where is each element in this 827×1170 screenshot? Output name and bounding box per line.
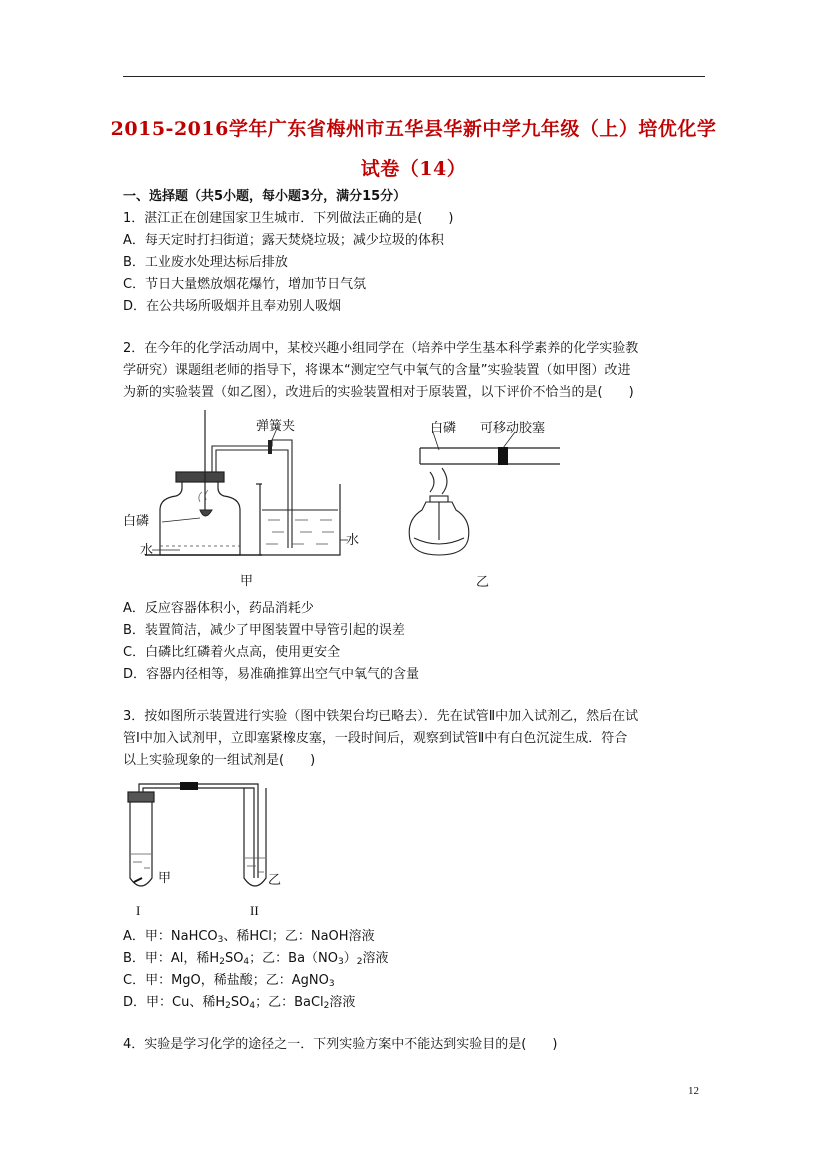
label-yi: 乙 xyxy=(476,575,490,590)
doc-title-line1: 2015-2016学年广东省梅州市五华县华新中学九年级（上）培优化学 xyxy=(110,118,717,140)
q3-option-c: C．甲：MgO，稀盐酸；乙：AgNO$_3$ xyxy=(123,973,335,989)
label-water-right: 水 xyxy=(346,533,360,548)
label-movable-plug: 可移动胶塞 xyxy=(480,421,546,436)
label-water-left: 水 xyxy=(140,543,154,558)
label-q3-yi: 乙 xyxy=(268,873,282,888)
label-jia: 甲 xyxy=(240,574,254,589)
label-tube-2: II xyxy=(250,903,259,918)
label-q3-jia: 甲 xyxy=(158,871,172,886)
q1-option-b: B．工业废水处理达标后排放 xyxy=(123,255,288,270)
q3-stem-2: 管Ⅰ中加入试剂甲，立即塞紧橡皮塞，一段时间后，观察到试管Ⅱ中有白色沉淀生成．符合 xyxy=(123,731,628,746)
alcohol-lamp xyxy=(409,468,469,555)
q4-stem: 4．实验是学习化学的途径之一．下列实验方案中不能达到实验目的是( ) xyxy=(123,1037,558,1052)
q2-option-d: D．容器内径相等，易准确推算出空气中氧气的含量 xyxy=(123,667,420,682)
horizontal-tube xyxy=(420,448,560,464)
q3-option-b: B．甲：Al，稀$H_2SO_4$；乙：$Ba(NO_3)_2$溶液 xyxy=(123,951,389,967)
header-rule xyxy=(123,76,705,77)
page-number: 12 xyxy=(688,1085,699,1097)
q1-option-c: C．节日大量燃放烟花爆竹，增加节日气氛 xyxy=(123,277,367,292)
bottle-jar xyxy=(160,472,240,555)
label-tube-1: I xyxy=(136,903,141,918)
label-white-p-right: 白磷 xyxy=(430,421,457,436)
q2-stem-2: 学研究）课题组老师的指导下，将课本“测定空气中氧气的含量”实验装置（如甲图）改进 xyxy=(123,363,631,378)
q2-option-a: A．反应容器体积小，药品消耗少 xyxy=(123,601,314,616)
q3-option-d: D．甲：Cu、稀$H_2SO_4$；乙：BaCl$_2$溶液 xyxy=(123,995,356,1011)
q3-stem-3: 以上实验现象的一组试剂是( ) xyxy=(123,753,316,768)
q1-option-a: A．每天定时打扫街道；露天焚烧垃圾；减少垃圾的体积 xyxy=(123,233,444,248)
q2-option-b: B．装置简洁，减少了甲图装置中导管引起的误差 xyxy=(123,623,405,638)
q3-test-tube-figure xyxy=(120,778,290,898)
q1-option-d: D．在公共场所吸烟并且奉劝别人吸烟 xyxy=(123,299,342,314)
q2-stem-1: 2．在今年的化学活动周中，某校兴趣小组同学在（培养中学生基本科学素养的化学实验教 xyxy=(123,341,639,356)
label-white-p-left: 白磷 xyxy=(123,514,150,529)
q3-stem-1: 3．按如图所示装置进行实验（图中铁架台均已略去）．先在试管Ⅱ中加入试剂乙，然后在试 xyxy=(123,709,639,724)
movable-plug xyxy=(498,447,508,465)
doc-title-line2: 试卷（14） xyxy=(360,158,467,180)
q3-option-a: A．甲：NaHCO$_3$、稀HCl；乙：NaOH溶液 xyxy=(123,929,375,945)
q2-option-c: C．白磷比红磷着火点高，使用更安全 xyxy=(123,645,341,660)
q2-stem-3: 为新的实验装置（如乙图），改进后的实验装置相对于原装置，以下评价不恰当的是( ) xyxy=(123,385,634,400)
q1-stem: 1．湛江正在创建国家卫生城市．下列做法正确的是( ) xyxy=(123,211,454,226)
label-clamp: 弹簧夹 xyxy=(256,419,296,434)
section-heading: 一、选择题（共5小题，每小题3分，满分15分） xyxy=(123,189,407,204)
